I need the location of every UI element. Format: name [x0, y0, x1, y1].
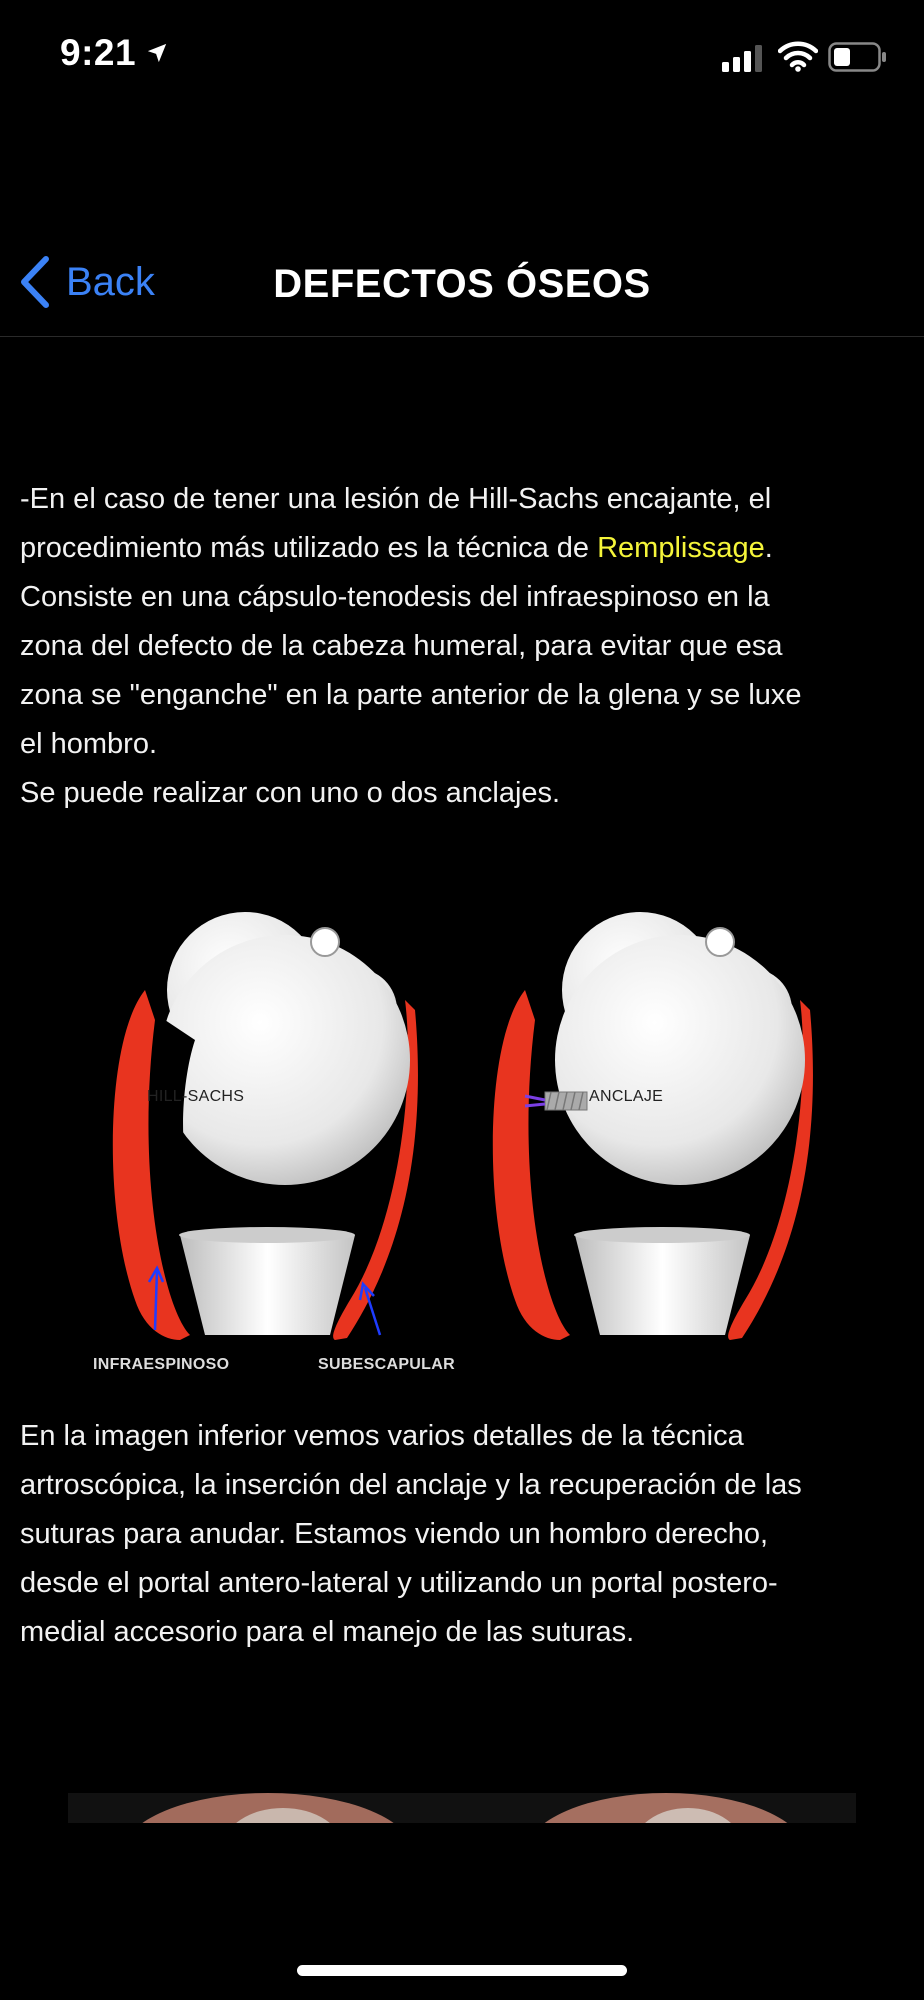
text-line: En la imagen inferior vemos varios detalles de la técnica — [20, 1420, 744, 1452]
status-bar — [0, 0, 924, 110]
diagram-illustration — [85, 880, 825, 1380]
text-line: procedimiento más utilizado es la técnica de Remplissage. — [20, 532, 773, 564]
paragraph-remplissage — [20, 475, 900, 818]
text-line: zona se "enganche" en la parte anterior de la glena y se luxe — [20, 679, 802, 711]
text-line: artroscópica, la inserción del anclaje y la recuperación de las — [20, 1469, 802, 1501]
anchor-screw-icon — [525, 1092, 587, 1110]
arthroscopy-photo — [68, 1793, 856, 1823]
location-arrow-icon — [146, 42, 168, 64]
back-label: Back — [66, 259, 155, 304]
text-line: Se puede realizar con uno o dos anclajes. — [20, 777, 561, 809]
left-shoulder-model — [113, 912, 418, 1340]
text-line: desde el portal antero-lateral y utilizando un portal postero- — [20, 1567, 778, 1599]
text-line: zona del defecto de la cabeza humeral, para evitar que esa — [20, 630, 783, 662]
label-infraespinoso: INFRAESPINOSO — [93, 1356, 230, 1373]
battery-icon — [828, 42, 888, 72]
text-line: Consiste en una cápsulo-tenodesis del infraespinoso en la — [20, 581, 770, 613]
arthroscopy-photo-strip — [68, 1793, 856, 1823]
paragraph-arthroscopic — [20, 1412, 900, 1657]
text-line: suturas para anudar. Estamos viendo un hombro derecho, — [20, 1518, 769, 1550]
label-anclaje: ANCLAJE — [589, 1088, 664, 1105]
wifi-icon — [778, 40, 818, 72]
right-shoulder-model — [493, 912, 813, 1340]
cellular-signal-icon — [722, 44, 766, 72]
text-line: -En el caso de tener una lesión de Hill-Sachs encajante, el — [20, 483, 772, 515]
text-line: el hombro. — [20, 728, 158, 760]
home-indicator[interactable] — [297, 1965, 627, 1976]
label-hill-sachs: HILL-SACHS — [147, 1088, 245, 1105]
text-line: medial accesorio para el manejo de las suturas. — [20, 1616, 635, 1648]
navigation-bar — [0, 230, 924, 337]
remplissage-link[interactable]: Remplissage — [597, 532, 765, 564]
page-title: DEFECTOS ÓSEOS — [273, 262, 651, 306]
status-time: 9:21 — [60, 32, 137, 73]
remplissage-diagram — [85, 880, 825, 1380]
label-subescapular: SUBESCAPULAR — [318, 1356, 455, 1373]
